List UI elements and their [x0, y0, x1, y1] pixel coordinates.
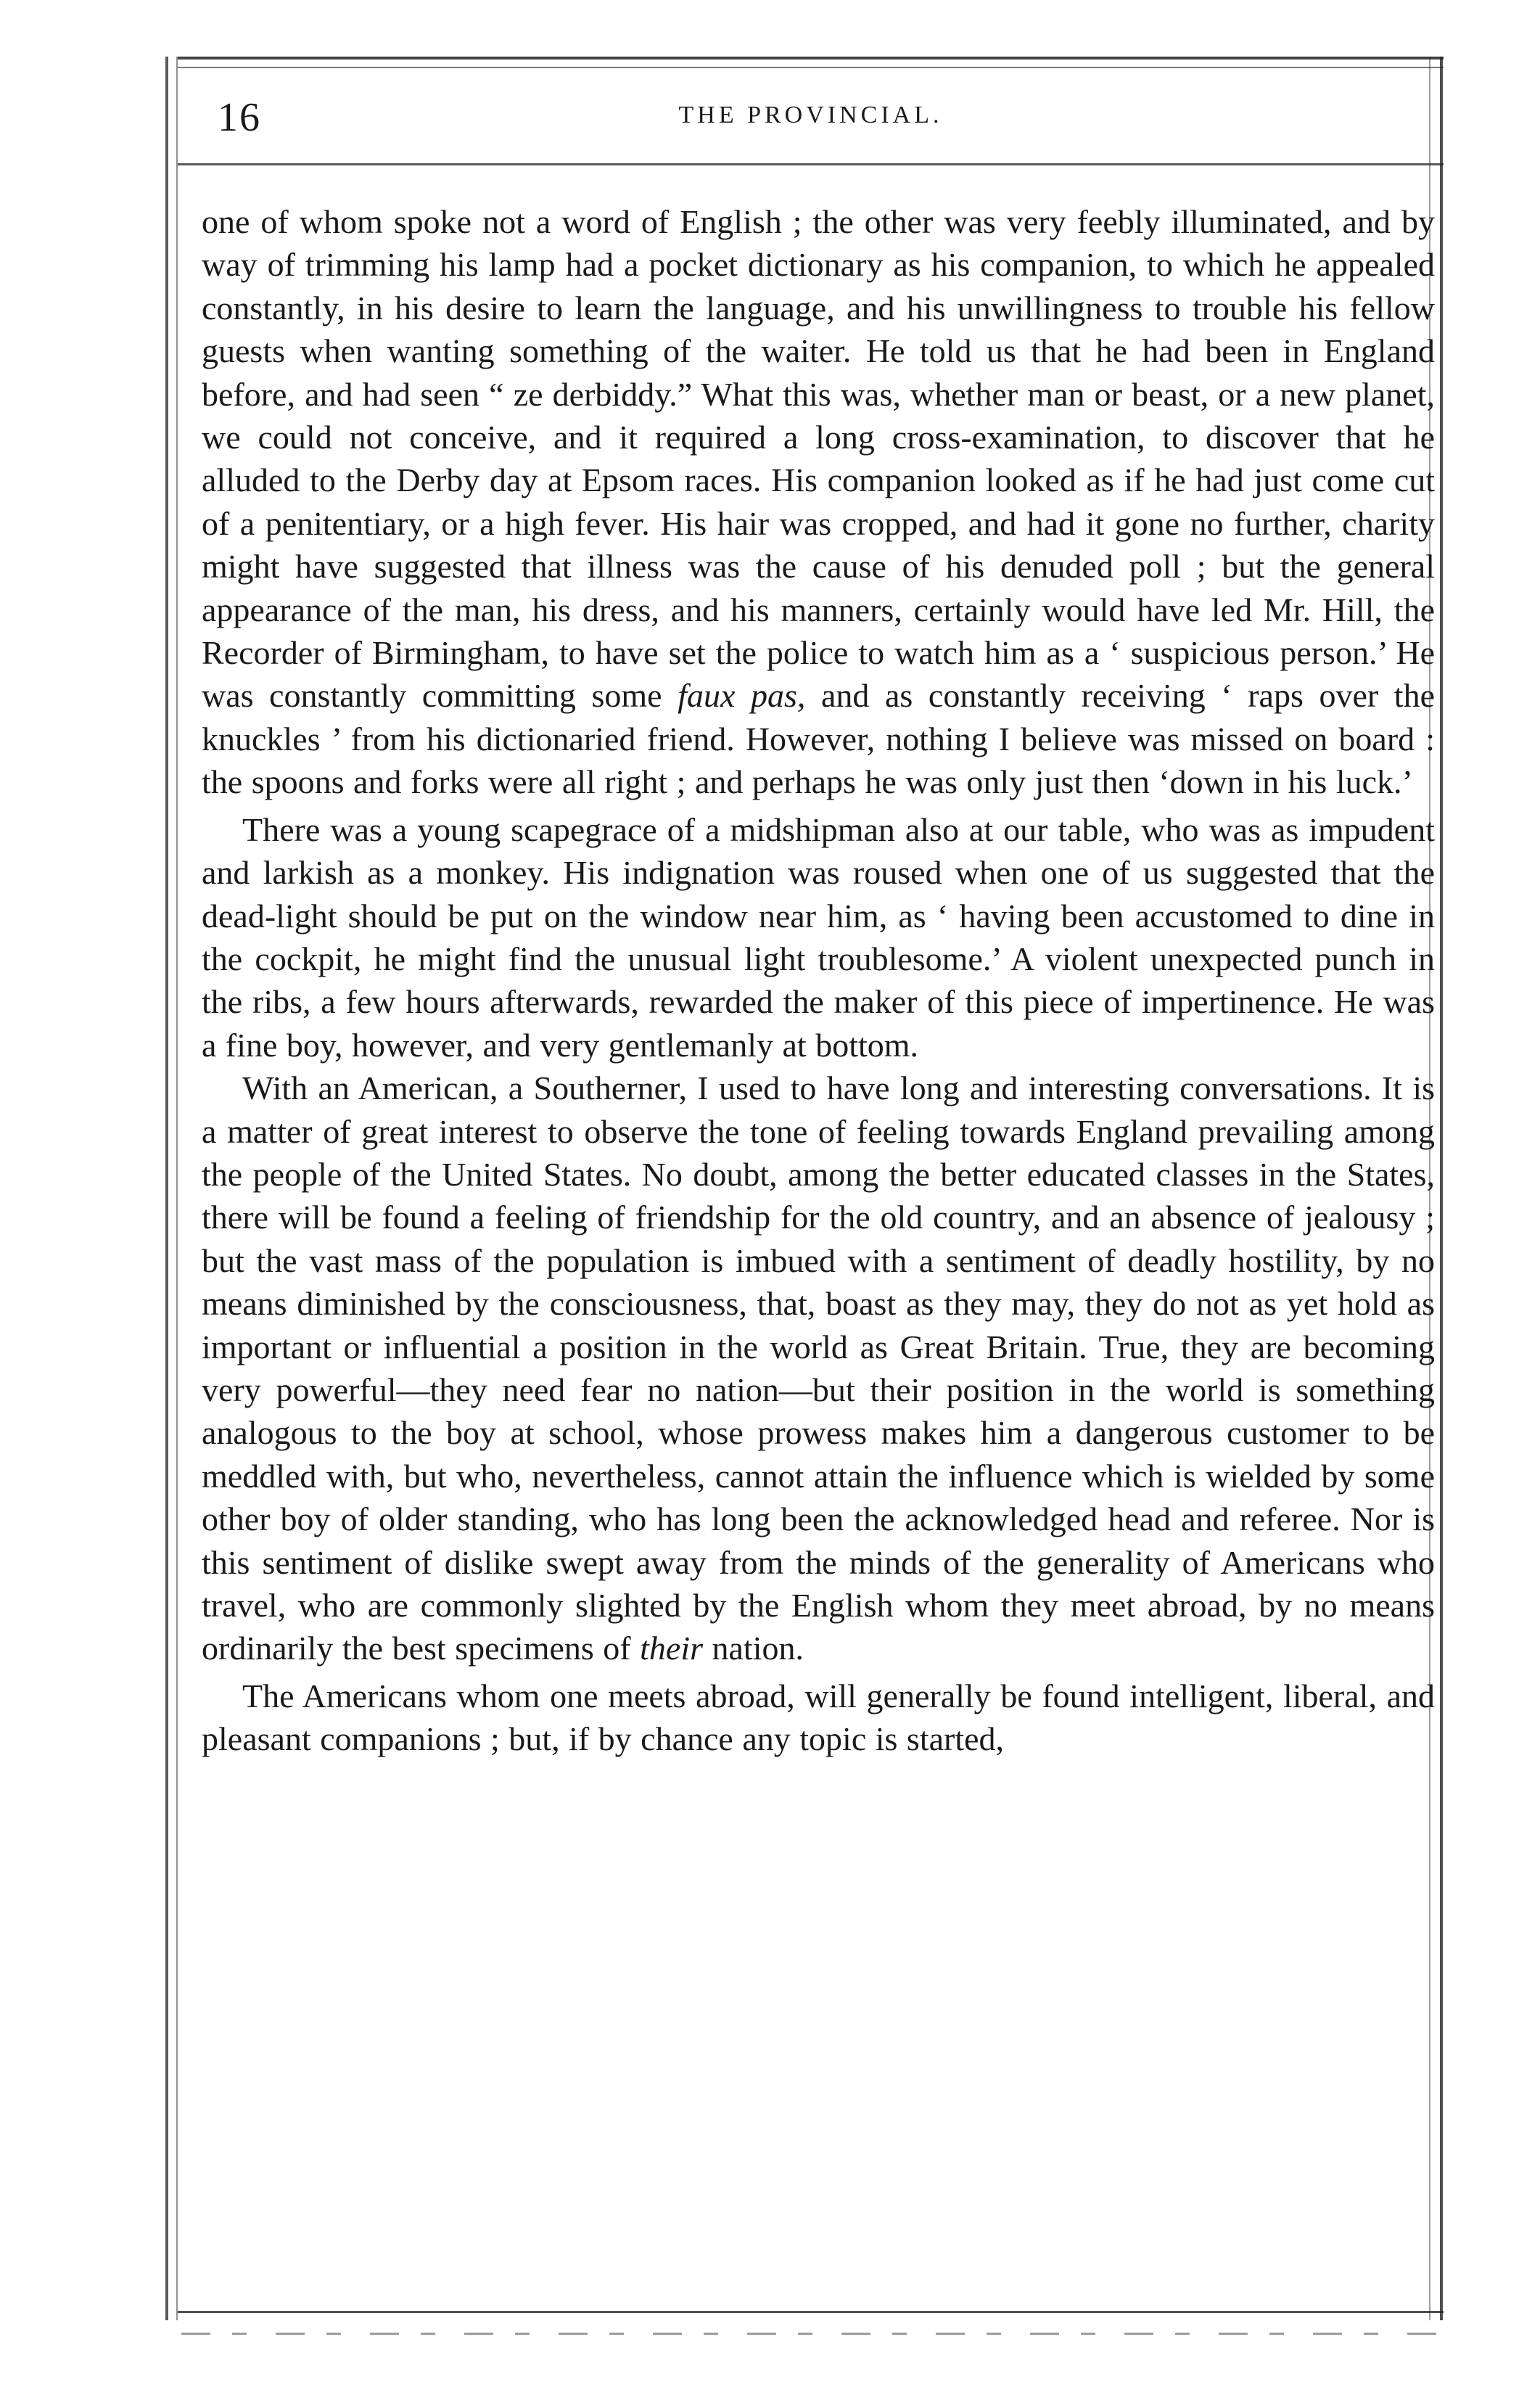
paragraph-1	[202, 200, 1435, 804]
paragraph-1-italic-faux-pas: faux pas,	[678, 677, 806, 715]
running-head	[178, 87, 1444, 152]
page-number: 16	[218, 95, 261, 140]
paragraph-4: The Americans whom one meets abroad, will generally be found intelligent, liberal, and pleasant companions ; but, if by chance any topic is started,	[202, 1677, 1435, 1758]
paragraph-3-italic-their: their	[640, 1630, 704, 1667]
paragraph-1-text-a: one of whom spoke not a word of English ; the other was very feebly illuminated, and by way of trimming his lamp had a pocket dictionary as his companion, to which he appealed constantly, in his desire to learn the language, and his unwillingness to trouble his fellow guests when wanting something of the waiter. He told us that he had been in England before, and had seen “ ze derbiddy.” What this was, whether man or beast, or a new planet, we could not conceive, and it required a long cross-examination, to discover that he alluded to the Derby day at Epsom races. His companion looked as if he had just come cut of a penitentiary, or a high fever. His hair was cropped, and had it gone no further, charity might have suggested that illness was the cause of his denuded poll ; but the general appearance of the man, his dress, and his manners, certainly would have led Mr. Hill, the Recorder of Birmingham, to have set the police to watch him as a ‘ suspicious person.’ He was constantly committing some	[202, 203, 1435, 715]
paragraph-3-text-c: nation.	[703, 1630, 804, 1667]
frame-top-rule	[178, 57, 1444, 59]
running-title: THE PROVINCIAL.	[678, 102, 943, 128]
frame-bottom-rule	[178, 2311, 1444, 2313]
frame-right-rule	[1440, 57, 1443, 2320]
frame-bottom-broken-rule	[181, 2333, 1444, 2335]
frame-left-inner-rule	[176, 57, 178, 2320]
body-text	[202, 200, 1435, 1761]
paragraph-3	[202, 1067, 1435, 1670]
header-rule	[178, 163, 1444, 165]
paragraph-3-text-a: With an American, a Southerner, I used to have long and interesting conversations. It is a matter of great interest to observe the tone of feeling towards England prevailing among the people of the United States. No doubt, among the better educated classes in the States, there will be found a feeling of friendship for the old country, and an absence of jealousy ; but the vast mass of the population is imbued with a sentiment of deadly hostility, by no means diminished by the consciousness, that, boast as they may, they do not as yet hold as important or influential a position in the world as Great Britain. True, they are becoming very powerful—they need fear no nation—but their position in the world is something analogous to the boy at school, whose prowess makes him a dangerous customer to be meddled with, but who, nevertheless, cannot attain the influence which is wielded by some other boy of older standing, who has long been the acknowledged head and referee. Nor is this sentiment of dislike swept away from the minds of the generality of Americans who travel, who are commonly slighted by the English whom they meet abroad, by no means ordinarily the best specimens of	[202, 1069, 1435, 1667]
frame-top-inner-rule	[178, 67, 1444, 68]
paragraph-1-text-c: and as constantly receiving ‘ raps over the knuckles ’ from his dictionaried friend. However, nothing I believe was missed on board : the spoons and forks were all right ; and perhaps he was only just then ‘down in his luck.’	[202, 677, 1435, 801]
frame-left-rule	[165, 57, 168, 2320]
paragraph-2: There was a young scapegrace of a midshipman also at our table, who was as impudent and larkish as a monkey. His indignation was roused when one of us suggested that the dead-light should be put on the window near him, as ‘ having been accustomed to dine in the cockpit, he might find the unusual light troublesome.’ A violent unexpected punch in the ribs, a few hours afterwards, rewarded the maker of this piece of impertinence. He was a fine boy, however, and very gentlemanly at bottom.	[202, 810, 1435, 1064]
